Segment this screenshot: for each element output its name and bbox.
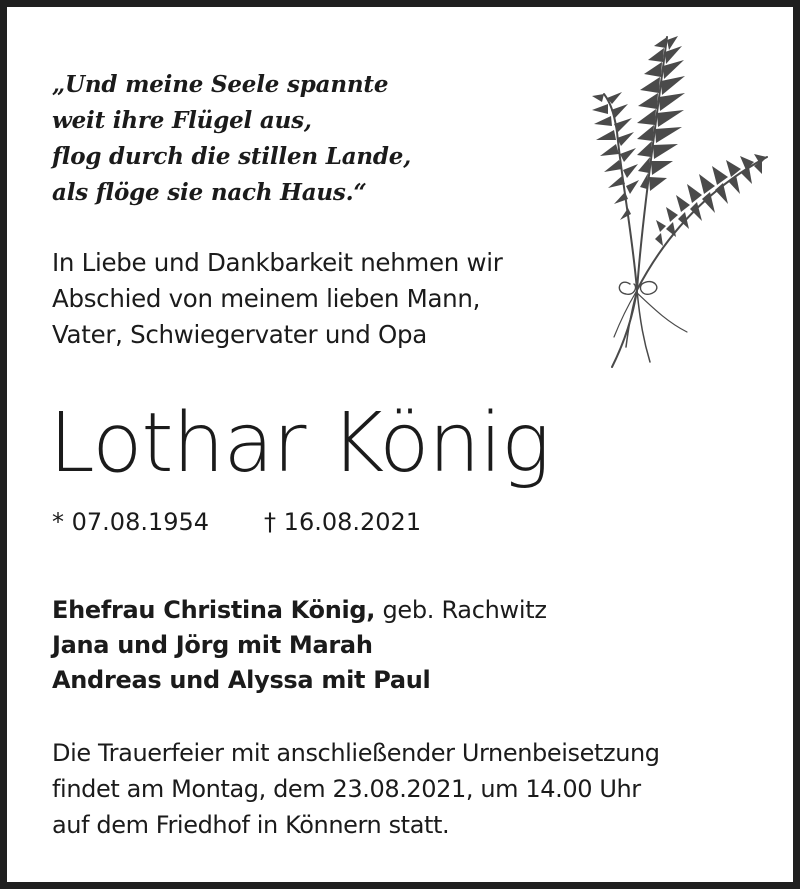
service-line: Die Trauerfeier mit anschließender Urnenbeisetzung	[52, 739, 660, 767]
service-line: findet am Montag, dem 23.08.2021, um 14.00 Uhr	[52, 775, 641, 803]
birth-date: * 07.08.1954	[52, 508, 210, 536]
quote-line: „Und meine Seele spannte	[52, 71, 389, 98]
intro-line: In Liebe und Dankbarkeit nehmen wir	[52, 248, 503, 277]
family-line: Andreas und Alyssa mit Paul	[52, 666, 431, 694]
family-signatories	[52, 593, 547, 698]
quote-line: weit ihre Flügel aus,	[52, 107, 312, 134]
deceased-name: Lothar König	[49, 396, 550, 491]
intro-text	[52, 245, 503, 353]
wife-maiden-name: geb. Rachwitz	[375, 596, 547, 624]
death-date: † 16.08.2021	[264, 508, 422, 536]
quote-line: als flöge sie nach Haus.“	[52, 179, 367, 206]
poem-quote	[52, 67, 411, 211]
family-line-wife	[52, 593, 547, 628]
funeral-service-info	[52, 735, 660, 843]
quote-line: flog durch die stillen Lande,	[52, 143, 412, 170]
fern-bouquet-icon	[542, 32, 782, 372]
service-line: auf dem Friedhof in Könnern statt.	[52, 811, 450, 839]
wife-name: Ehefrau Christina König,	[52, 596, 376, 624]
family-line: Jana und Jörg mit Marah	[52, 631, 373, 659]
intro-line: Abschied von meinem lieben Mann,	[52, 284, 481, 313]
intro-line: Vater, Schwiegervater und Opa	[52, 320, 427, 349]
life-dates	[52, 505, 421, 539]
